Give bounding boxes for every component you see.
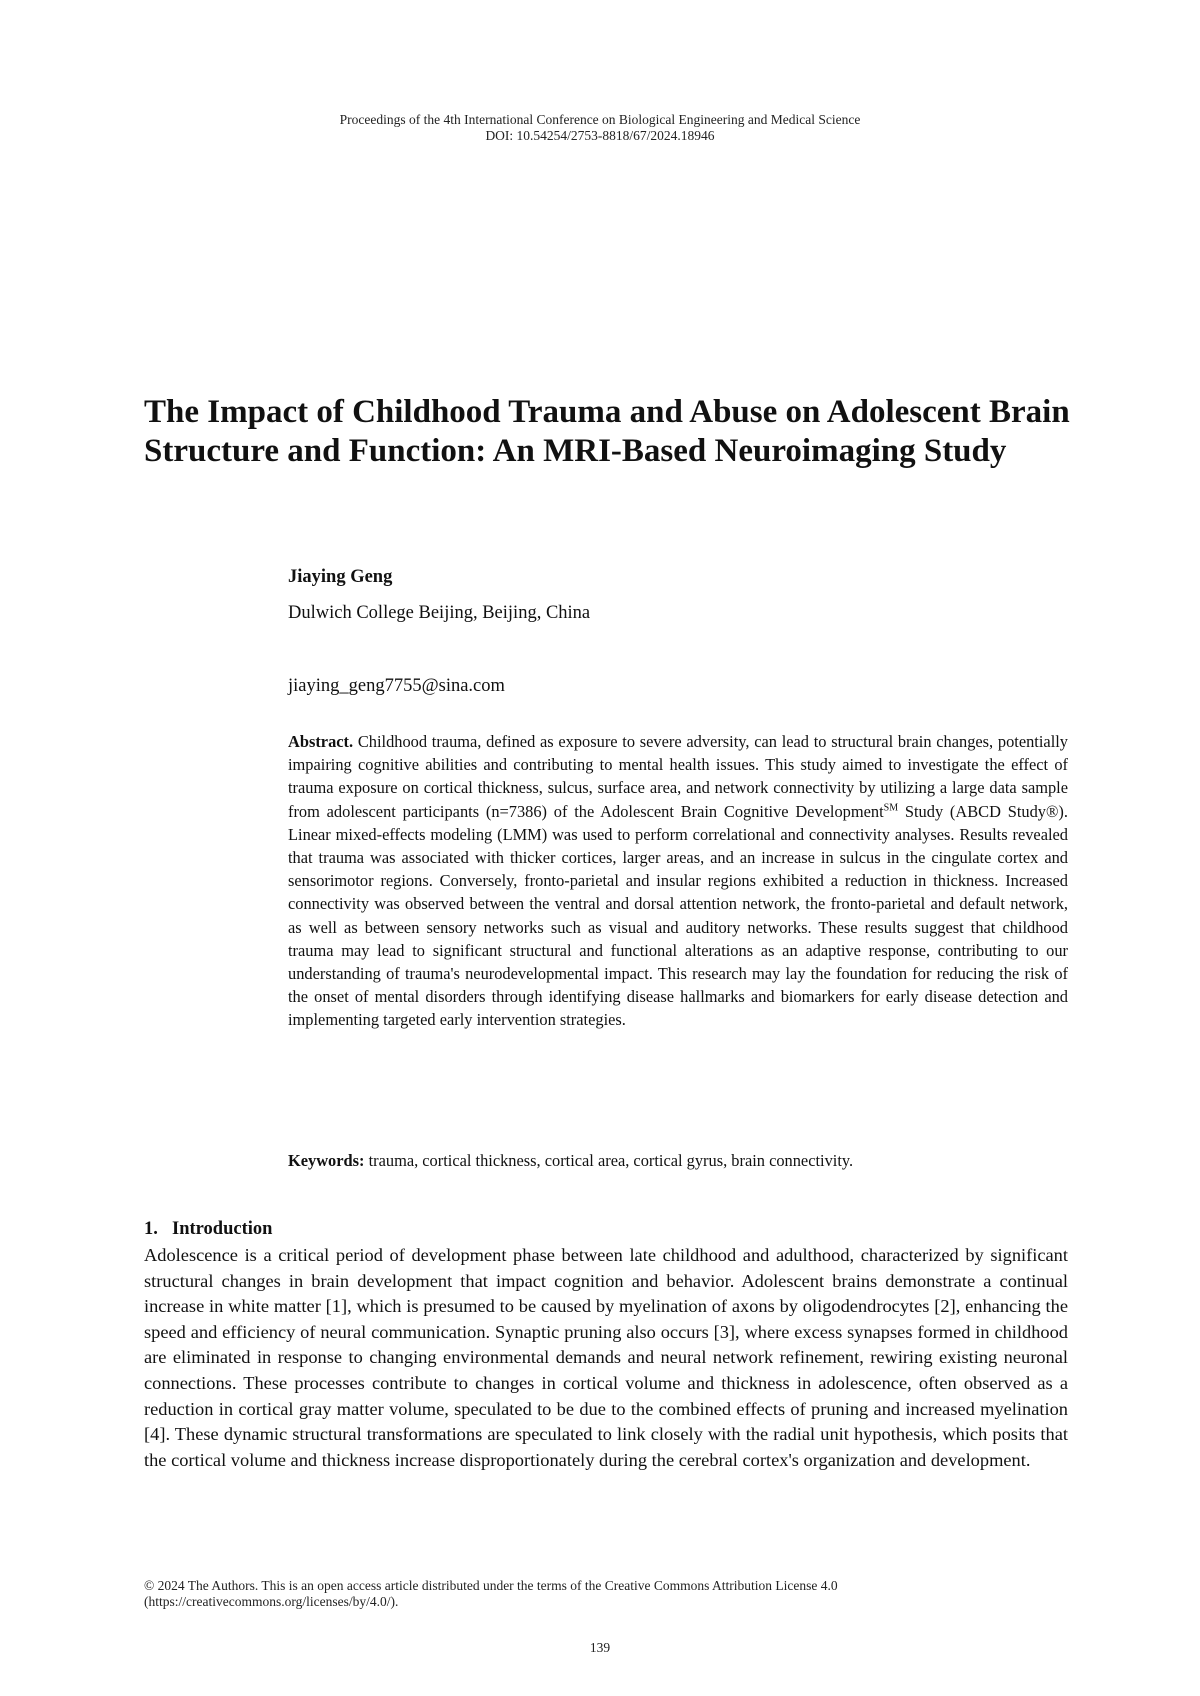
abstract-superscript: SM — [883, 802, 899, 814]
author-email: jiaying_geng7755@sina.com — [288, 676, 505, 696]
license-line-2: (https://creativecommons.org/licenses/by/4.0/). — [144, 1594, 399, 1609]
author-name: Jiaying Geng — [288, 567, 393, 587]
page-number: 139 — [589, 1640, 611, 1655]
abstract-text-part2: Study (ABCD Study®). Linear mixed-effects modeling (LMM) was used to perform correlational and connectivity analyses. Results revealed that trauma was associated with thicker cortices, larger areas, and an increase in sulcus in the cingulate cortex and sensorimotor regions. Conversely, fronto-parietal and insular regions exhibited a reduction in thickness. Increased connectivity was observed between the ventral and dorsal attention network, the fronto-parietal and default network, as well as between sensory networks such as visual and auditory networks. These results suggest that childhood trauma may lead to significant structural and functional alterations as an adaptive response, contributing to our understanding of trauma's neurodevelopmental impact. This research may lay the foundation for reducing the risk of the onset of mental disorders through identifying disease hallmarks and biomarkers for early disease detection and implementing targeted early intervention strategies. — [288, 801, 1068, 1030]
conference-name: Proceedings of the 4th International Conference on Biological Engineering and Medical Science — [339, 112, 861, 127]
author-affiliation: Dulwich College Beijing, Beijing, China — [288, 603, 591, 623]
paper-title: The Impact of Childhood Trauma and Abuse on Adolescent Brain Structure and Function: An MRI-Based Neuroimaging Study — [144, 394, 1070, 469]
keywords — [288, 1150, 1068, 1172]
abstract — [288, 730, 1068, 1032]
license-note — [144, 1578, 1068, 1610]
doi: DOI: 10.54254/2753-8818/67/2024.18946 — [485, 128, 715, 143]
abstract-label: Abstract. — [288, 732, 354, 751]
section-title: Introduction — [172, 1219, 273, 1239]
author-block — [288, 566, 1068, 697]
keywords-text: trauma, cortical thickness, cortical area, cortical gyrus, brain connectivity. — [364, 1151, 854, 1170]
section-heading-introduction — [144, 1218, 272, 1240]
running-head — [0, 112, 1200, 144]
introduction-paragraph: Adolescence is a critical period of development phase between late childhood and adulthood, characterized by significant structural changes in brain development that impact cognition and behavior. Adolescent brains demonstrate a continual increase in white matter [1], which is presumed to be caused by myelination of axons by oligodendrocytes [2], enhancing the speed and efficiency of neural communication. Synaptic pruning also occurs [3], where excess synapses formed in childhood are eliminated in response to changing environmental demands and neural network refinement, rewiring existing neuronal connections. These processes contribute to changes in cortical volume and thickness in adolescence, often observed as a reduction in cortical gray matter volume, speculated to be due to the combined effects of pruning and increased myelination [4]. These dynamic structural transformations are speculated to link closely with the radial unit hypothesis, which posits that the cortical volume and thickness increase disproportionately during the cerebral cortex's organization and development. — [144, 1245, 1068, 1470]
keywords-label: Keywords: — [288, 1151, 365, 1170]
section-number: 1. — [144, 1219, 158, 1239]
abstract-text-part1: Childhood trauma, defined as exposure to severe adversity, can lead to structural brain changes, potentially impairing cognitive abilities and contributing to mental health issues. This study aimed to investigate the effect of trauma exposure on cortical thickness, sulcus, surface area, and network connectivity by utilizing a large data sample from adolescent participants (n=7386) of the Adolescent Brain Cognitive Development — [288, 732, 1068, 821]
license-line-1: © 2024 The Authors. This is an open access article distributed under the terms of the Creative Commons Attribution License 4.0 — [144, 1578, 838, 1593]
